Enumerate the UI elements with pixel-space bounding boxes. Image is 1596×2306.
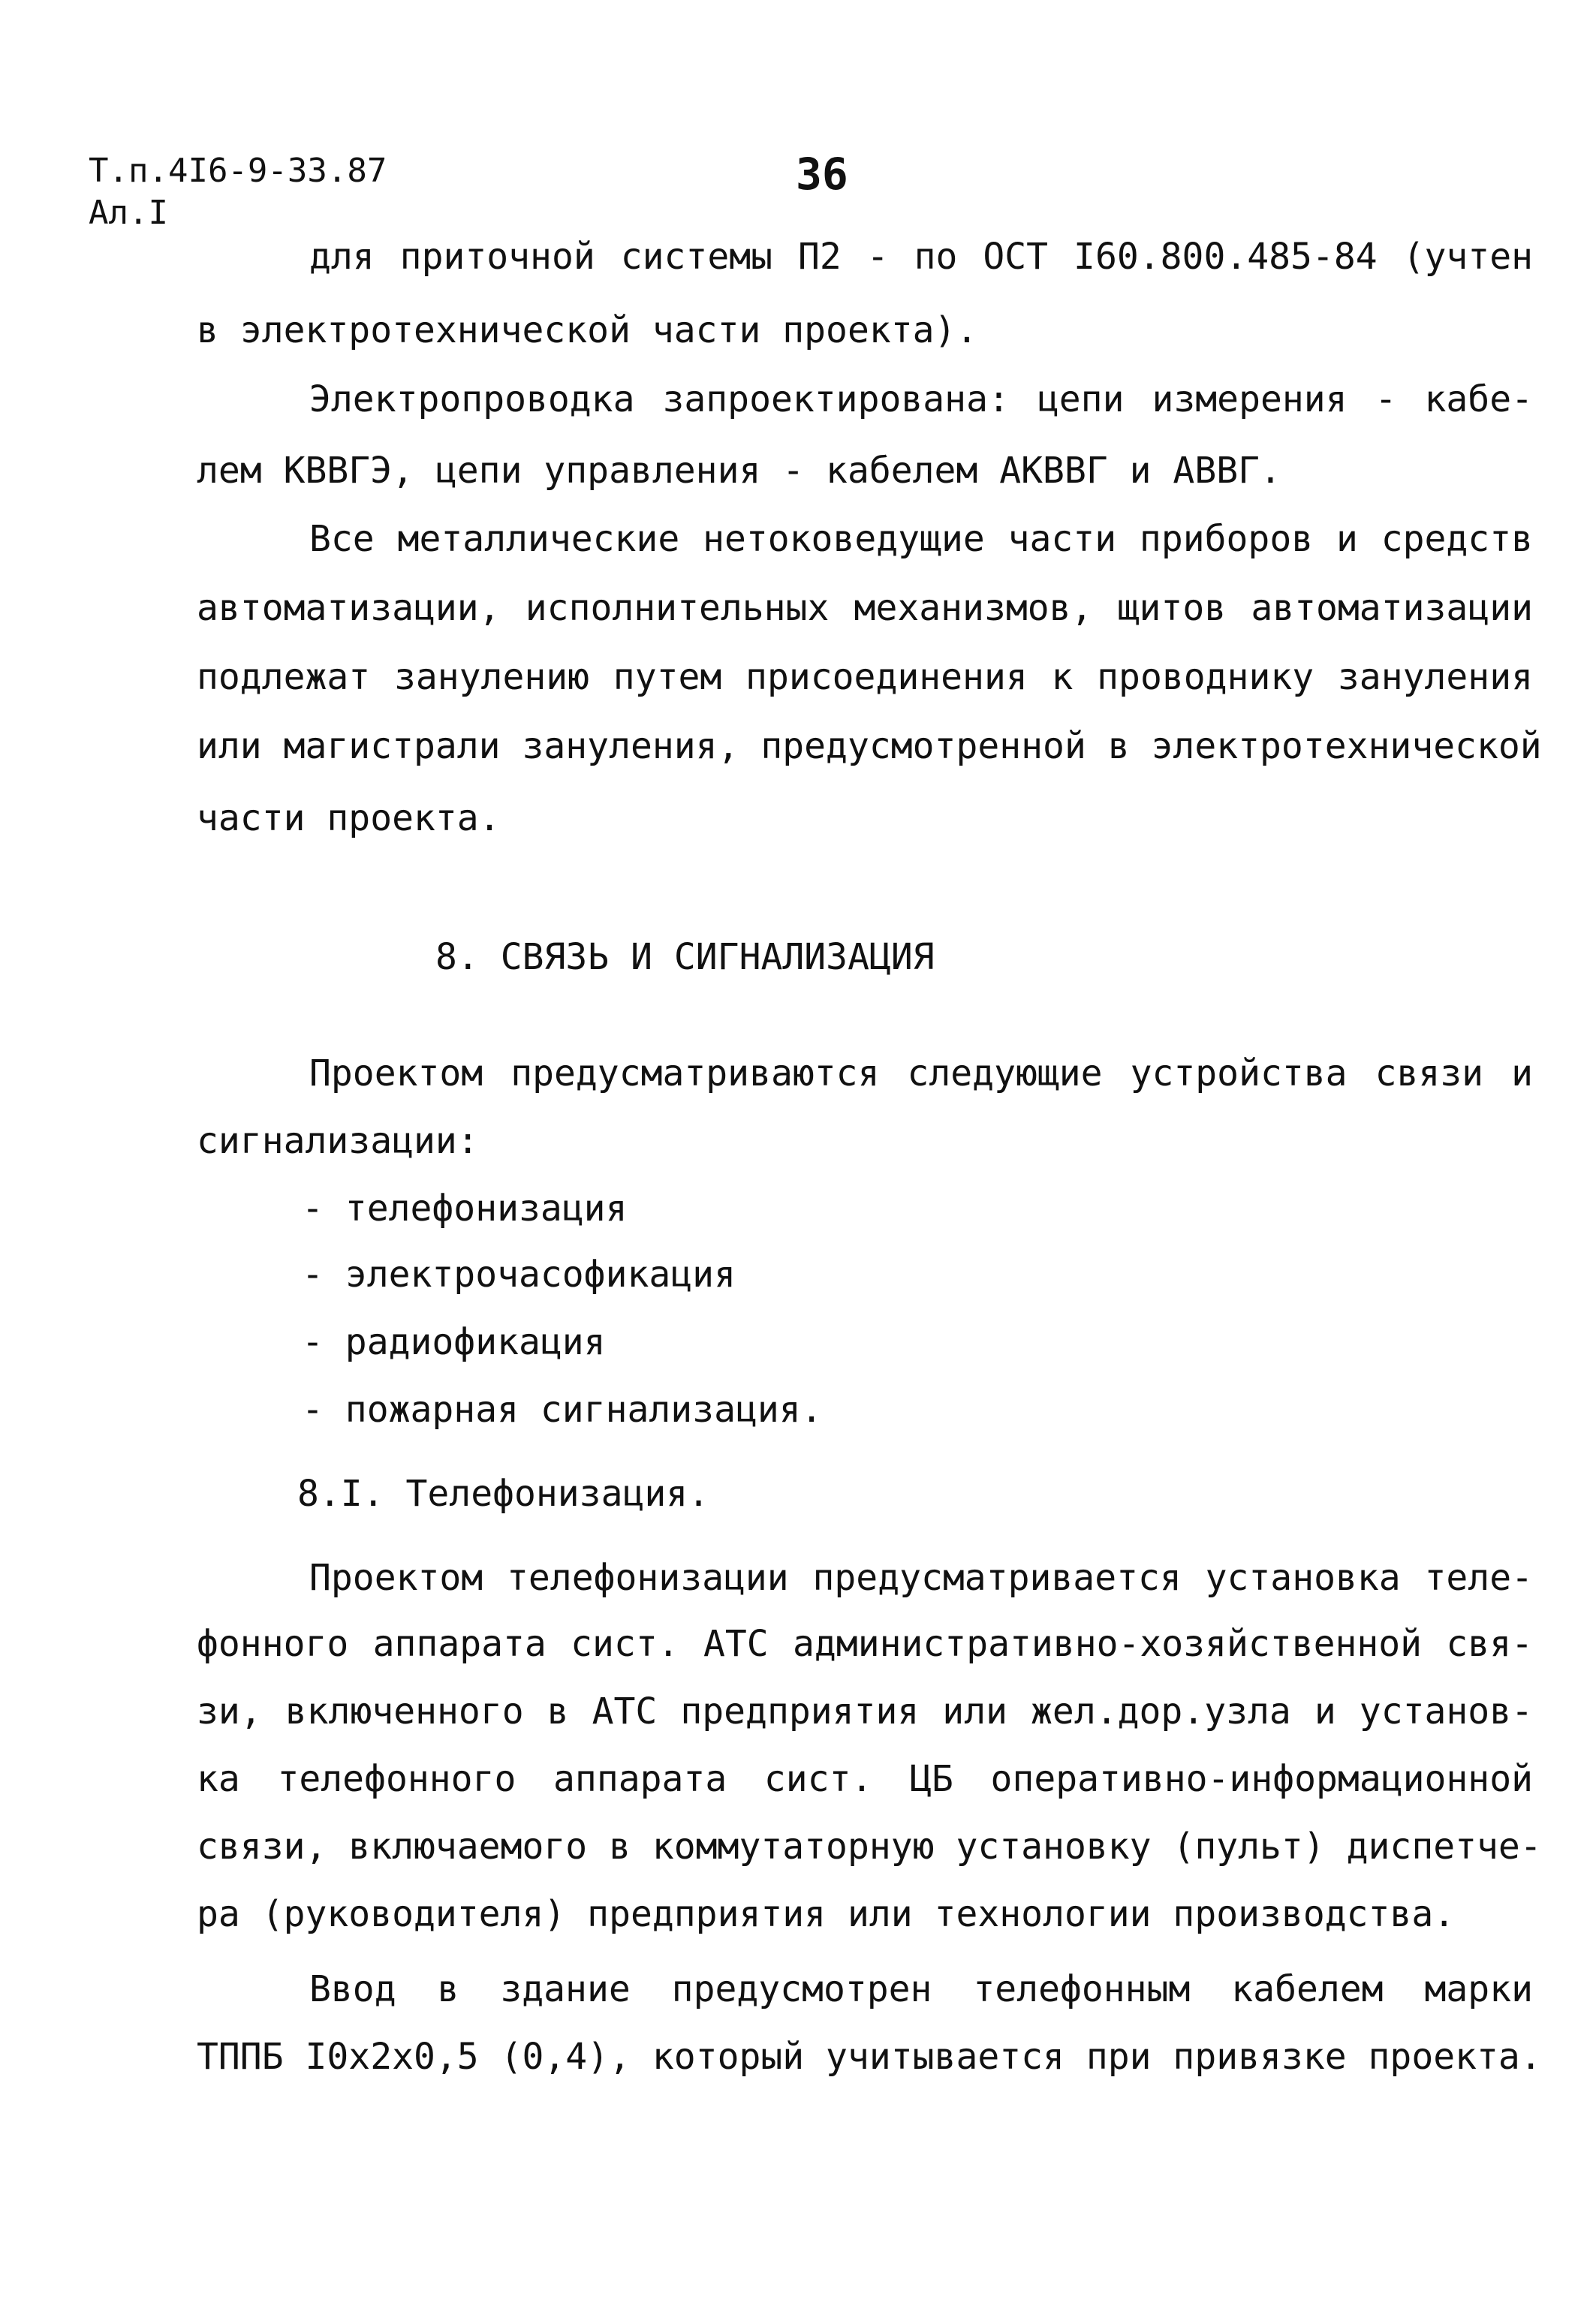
paragraph-line: Ввод в здание предусмотрен телефонным кабелем марки — [309, 1968, 1533, 2010]
list-item: - электрочасофикация — [302, 1254, 736, 1296]
paragraph-line: или магистрали зануления, предусмотренной в электротехнической — [197, 725, 1542, 767]
paragraph-line: Все металлические нетоковедущие части приборов и средств — [309, 518, 1533, 560]
page-number: 36 — [796, 149, 848, 200]
list-item: - телефонизация — [302, 1188, 628, 1230]
section-heading: 8. СВЯЗЬ И СИГНАЛИЗАЦИЯ — [435, 936, 935, 978]
paragraph-line: автоматизации, исполнительных механизмов, щитов автоматизации — [197, 587, 1533, 629]
paragraph-line: подлежат занулению путем присоединения к проводнику зануления — [197, 656, 1533, 698]
paragraph-line: лем КВВГЭ, цепи управления - кабелем АКВВГ и АВВГ. — [197, 450, 1281, 492]
list-item: - пожарная сигнализация. — [302, 1389, 823, 1431]
document-code-block — [89, 150, 387, 234]
paragraph-line: части проекта. — [197, 797, 501, 839]
document-code: Т.п.4I6-9-33.87 — [89, 152, 387, 190]
paragraph-line: в электротехнической части проекта). — [197, 309, 978, 351]
paragraph-line: Проектом предусматриваются следующие устройства связи и — [309, 1052, 1533, 1094]
paragraph-line: фонного аппарата сист. АТС административно-хозяйственной свя- — [197, 1623, 1533, 1665]
paragraph-line: связи, включаемого в коммутаторную установку (пульт) диспетче- — [197, 1826, 1542, 1868]
album-number: Ал.I — [89, 194, 168, 232]
paragraph-line: ка телефонного аппарата сист. ЦБ оперативно-информационной — [197, 1758, 1533, 1800]
subsection-heading: 8.I. Телефонизация. — [297, 1473, 710, 1515]
paragraph-line: сигнализации: — [197, 1120, 479, 1162]
paragraph-line: для приточной системы П2 - по ОСТ I60.800.485-84 (учтен — [309, 236, 1533, 278]
list-item: - радиофикация — [302, 1321, 606, 1363]
paragraph-line: ТППБ I0x2x0,5 (0,4), который учитывается при привязке проекта. — [197, 2036, 1542, 2078]
paragraph-line: Проектом телефонизации предусматривается установка теле- — [309, 1557, 1533, 1599]
paragraph-line: Электропроводка запроектирована: цепи измерения - кабе- — [309, 378, 1533, 420]
paragraph-line: ра (руководителя) предприятия или технологии производства. — [197, 1893, 1456, 1935]
paragraph-line: зи, включенного в АТС предприятия или жел.дор.узла и установ- — [197, 1690, 1533, 1733]
